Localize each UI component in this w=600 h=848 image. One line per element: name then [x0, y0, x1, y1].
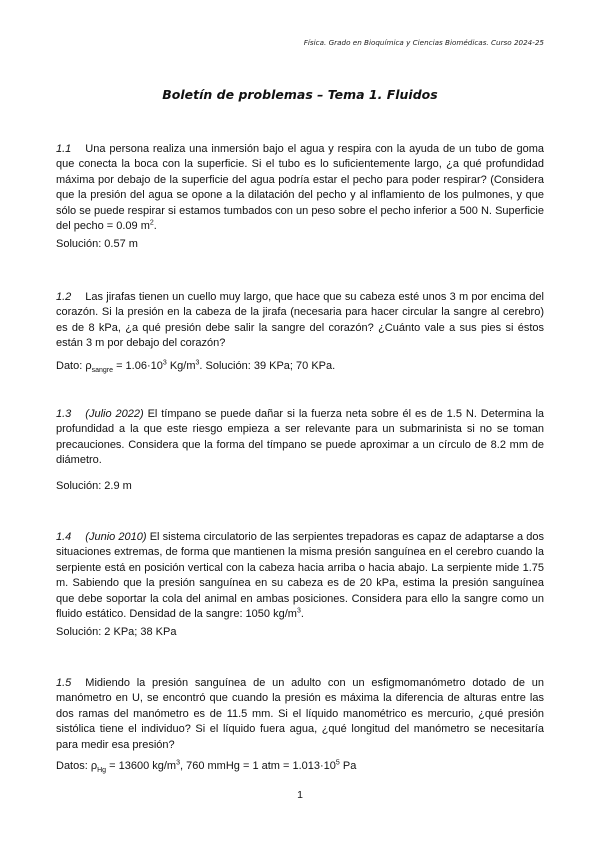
solution-text: . Solución: 39 KPa; 70 KPa. [199, 360, 336, 372]
problem-text: Midiendo la presión sanguínea de un adulto con un esfigmomanómetro dotado de un manómetro en U, se encontró que cuando la presión es máxima la diferencia de alturas entre las dos ramas del manómetro es de 11.5 mm. Si el líquido manométrico es mercurio, ¿qué presión sistólica tiene el individuo? Si el líquido fuera agua, ¿qué longitud del manómetro se necesitaría para medir esa presión? [56, 677, 544, 751]
document-title: Boletín de problemas – Tema 1. Fluidos [162, 87, 438, 102]
superscript: 3 [296, 607, 301, 615]
problem-text: Una persona realiza una inmersión bajo el agua y respira con la ayuda de un tubo de goma que conecta la boca con la superficie. Si el tubo es lo suficientemente largo, ¿a qué profundidad máxima por debajo de la superficie del agua podría estar el pecho para poder respirar? (Considera que la presión del agua se opone a la dilatación del pecho y al inflamiento de los pulmones, y que sólo se puede respirar si estamos tumbados con un peso sobre el pecho inferior a 500 N. Superficie del pecho = 0.09 m [56, 143, 544, 233]
data-1-2 [56, 359, 335, 374]
problem-source: (Julio 2022) [85, 408, 144, 420]
problem-text-end: . [153, 220, 157, 233]
problem-number: 1.3 [56, 408, 72, 420]
subscript: Hg [97, 767, 107, 775]
data-value: = 1.06·10 [113, 360, 163, 372]
solution-1-3: Solución: 2.9 m [56, 480, 132, 492]
superscript: 5 [335, 759, 340, 767]
problem-text: El tímpano se puede dañar si la fuerza neta sobre él es de 1.5 N. Determina la profundidad a la que este riesgo empieza a ser relevante para un submarinista si no se toman precauciones. Considera que la forma del tímpano se puede aproximar a un círculo de 8.2 mm de diámetro. [56, 408, 545, 467]
problem-1-4 [56, 530, 544, 622]
data-label: Datos: ρ [56, 760, 98, 772]
problem-number: 1.1 [56, 143, 72, 155]
data-label: Dato: ρ [56, 360, 92, 372]
problem-text-end: . [300, 608, 304, 621]
data-1-5 [56, 759, 356, 774]
superscript: 3 [176, 759, 180, 767]
problem-1-1 [56, 142, 544, 234]
problem-1-3 [56, 407, 544, 469]
problem-number: 1.5 [56, 677, 72, 689]
subscript: sangre [91, 367, 114, 375]
superscript: 3 [195, 359, 200, 367]
superscript: 2 [149, 219, 154, 227]
problem-text: El sistema circulatorio de las serpientes trepadoras es capaz de adaptarse a dos situaciones extremas, de forma que mantienen la misma presión sanguínea en el cerebro cuando la serpiente está en posición vertical con la cabeza hacia arriba o hacia abajo. La serpiente mide 1.75 m. Sabiendo que la presión sanguínea en su cabeza es de 20 kPa, estima la presión sanguínea que debe soportar la cola del animal en ambas posiciones. Considera para ello la sangre como un fluido estático. Densidad de la sangre: 1050 kg/m [56, 531, 544, 621]
problem-source: (Junio 2010) [85, 531, 147, 543]
document-header: Física. Grado en Bioquímica y Ciencias Biomédicas. Curso 2024-25 [303, 38, 544, 47]
data-unit: Pa [339, 760, 357, 772]
problem-1-5 [56, 676, 544, 753]
data-value: = 13600 kg/m [106, 760, 177, 772]
data-value: , 760 mmHg = 1 atm = 1.013·10 [180, 760, 336, 772]
solution-1-1: Solución: 0.57 m [56, 238, 138, 250]
solution-1-4: Solución: 2 KPa; 38 KPa [56, 626, 177, 638]
problem-text: Las jirafas tienen un cuello muy largo, que hace que su cabeza esté unos 3 m por encima del corazón. Si la presión en la cabeza de la jirafa (necesaria para hacer circular la sangre al cerebro) es de 8 kPa, ¿a qué presión debe salir la sangre del corazón? ¿Cuánto vale a sus pies si éstos están 3 m por debajo del corazón? [56, 291, 544, 350]
problem-number: 1.2 [56, 291, 72, 303]
problem-number: 1.4 [56, 531, 72, 543]
page-number: 1 [297, 789, 303, 801]
superscript: 3 [162, 359, 167, 367]
problem-1-2 [56, 290, 544, 352]
data-unit: Kg/m [166, 360, 196, 372]
